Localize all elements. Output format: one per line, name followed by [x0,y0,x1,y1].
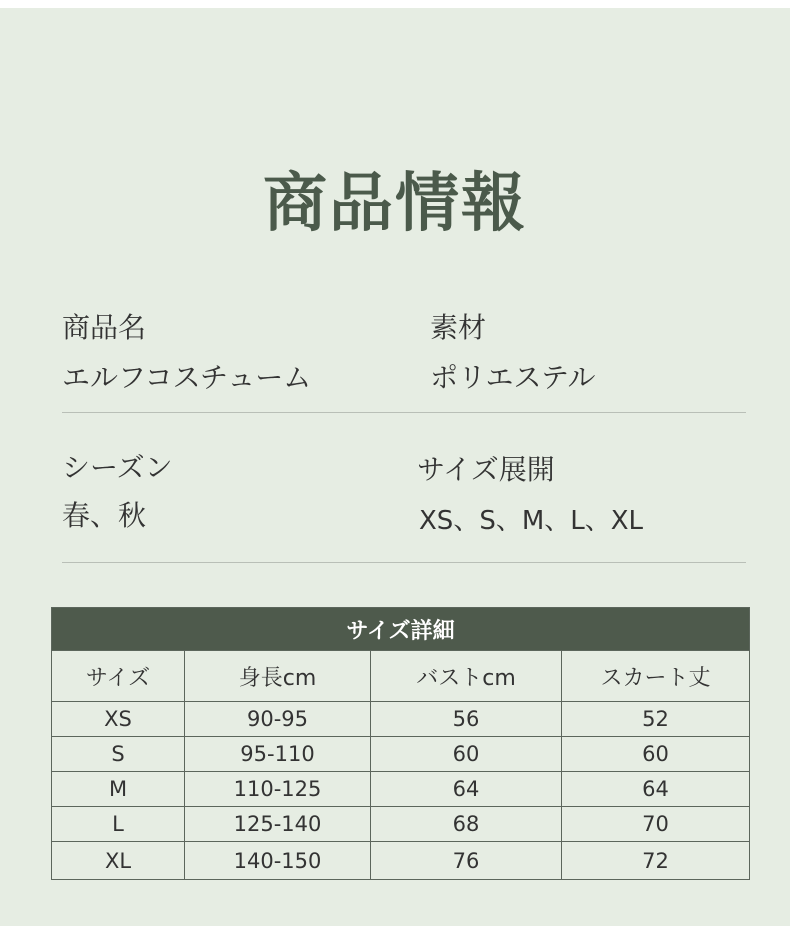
cell-size: XS [52,702,185,737]
cell-skirt-length: 60 [562,737,750,772]
cell-height: 95-110 [185,737,371,772]
cell-bust: 64 [371,772,562,807]
cell-height: 140-150 [185,842,371,880]
product-name-value: エルフコスチューム [62,361,312,394]
cell-skirt-length: 64 [562,772,750,807]
cell-bust: 60 [371,737,562,772]
cell-bust: 76 [371,842,562,880]
table-row [52,772,750,807]
cell-height: 125-140 [185,807,371,842]
cell-size: XL [52,842,185,880]
material-value: ポリエステル [430,361,596,394]
cell-size: L [52,807,185,842]
season-label: シーズン [62,451,173,484]
header-height: 身長cm [185,651,371,702]
size-range-label: サイズ展開 [417,453,555,486]
cell-skirt-length: 52 [562,702,750,737]
cell-bust: 56 [371,702,562,737]
cell-bust: 68 [371,807,562,842]
product-name-label: 商品名 [62,311,147,344]
size-table-caption: サイズ詳細 [52,608,750,651]
size-table-header-row [52,651,750,702]
cell-height: 90-95 [185,702,371,737]
table-row [52,702,750,737]
size-range-value: XS、S、M、L、XL [419,506,644,536]
divider-top [62,412,746,413]
table-row [52,807,750,842]
cell-height: 110-125 [185,772,371,807]
cell-size: S [52,737,185,772]
season-value: 春、秋 [62,499,147,532]
cell-skirt-length: 72 [562,842,750,880]
page-title: 商品情報 [263,167,527,241]
header-skirt-length: スカート丈 [562,651,750,702]
size-detail-table [51,607,750,880]
cell-size: M [52,772,185,807]
divider-bottom [62,562,746,563]
table-row [52,842,750,880]
material-label: 素材 [430,311,487,344]
table-row [52,737,750,772]
cell-skirt-length: 70 [562,807,750,842]
header-size: サイズ [52,651,185,702]
header-bust: バストcm [371,651,562,702]
